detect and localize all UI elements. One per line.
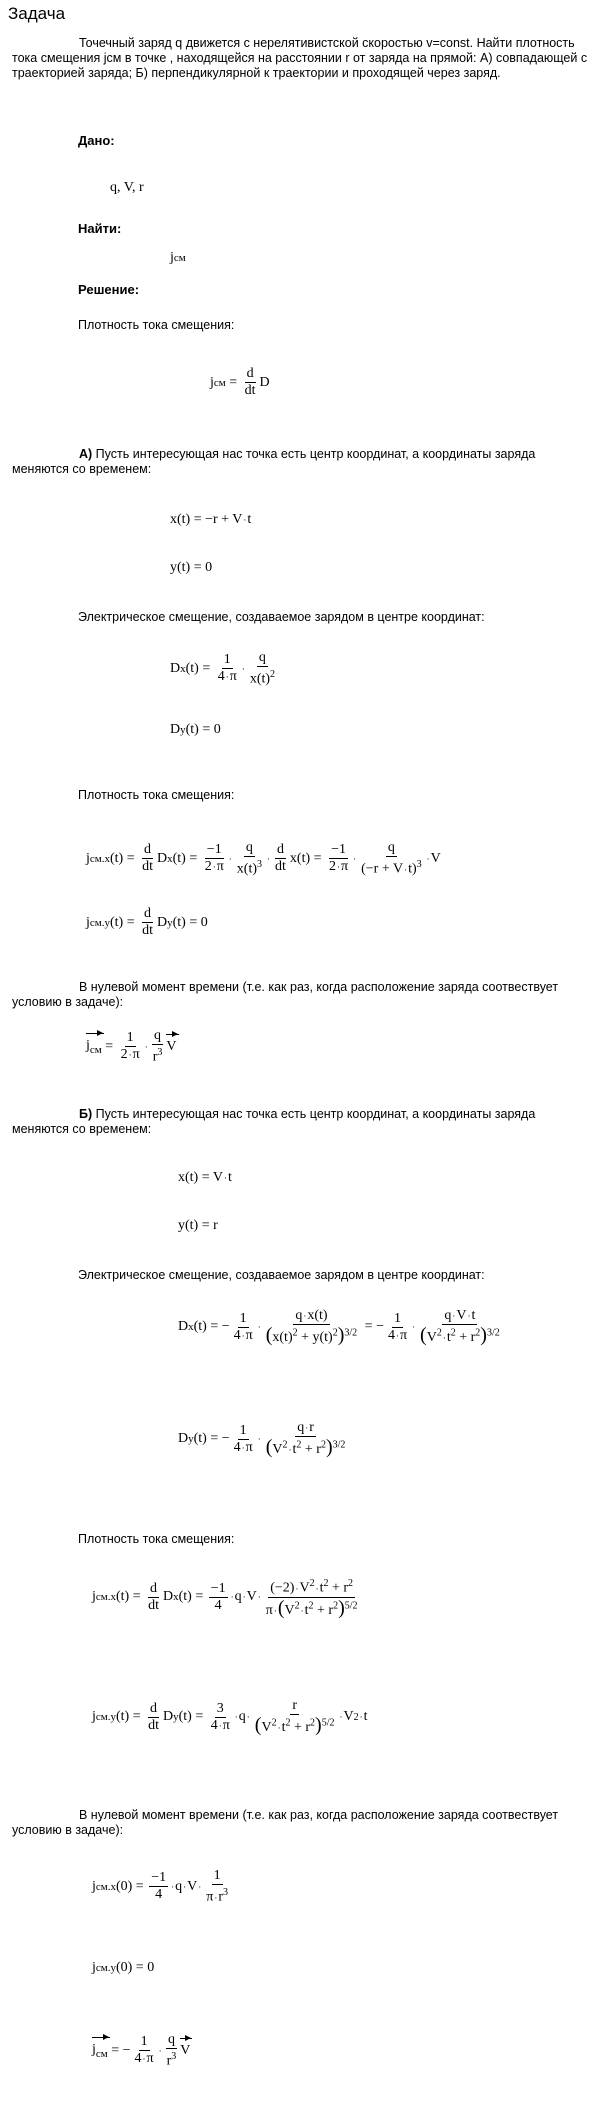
t0-text-b: В нулевой момент времени (т.е. как раз, когда расположение заряда соотвествует условию в задаче): [12,1808,559,1837]
efield-heading-b: Электрическое смещение, создаваемое зарядом в центре координат: [78,1268,485,1282]
density-heading: Плотность тока смещения: [78,318,235,332]
find-symbol: j [170,250,174,265]
part-a-text [12,447,594,477]
part-a-body: Пусть интересующая нас точка есть центр координат, а координаты заряда меняются со временем: [12,447,536,476]
formula-Dy-a: D y (t) = 0 [170,722,221,737]
efield-heading-a: Электрическое смещение, создаваемое зарядом в центре координат: [78,610,485,624]
formula-y-a: y(t) = 0 [170,560,213,575]
formula-jx0-b: j см.x (0) = $\frac{-1}{4}$ · q · V · $\frac{1}{\pi\cdot r^3}$ [92,1868,228,1905]
formula-jx-a: j см.x (t) = $\frac{d}{dt}$ D x (t) = $\frac{-1}{2\cdot\pi}$ · $\frac{q}{x(t)^3}$ · $\frac{d}{dt}$ x(t) = $\frac{-1}{2\cdot\pi}$ · $\frac{q}{(-r + V\cdot t)^3}$ · V [86,840,441,877]
formula-Dx-b: D x (t) = − $\frac{1}{4\cdot\pi}$ · $\frac{q\cdot x(t)}{(x(t)^2 + y(t)^2)^{3/2}}$ = − $\frac{1}{4\cdot\pi}$ · $\frac{q\cdot V\cdot t}{(V^2\cdot t^2 + r^2)^{3/2}}$ [178,1308,500,1346]
density-heading-b: Плотность тока смещения: [78,1532,235,1546]
formula-jvec-a: $j_{см}$ = $\frac{1}{2\cdot\pi}$ · $\frac{q}{r^3}$ V [86,1028,177,1065]
formula-jy0-b: j см.y (0) = 0 [92,1960,155,1975]
formula-x-a: x(t) = −r + V · t [170,512,252,527]
find-value [170,250,186,266]
formula-jy-a: j см.y (t) = $\frac{d}{dt}$ D y (t) = 0 [86,906,208,938]
find-label: Найти: [78,221,122,236]
given-values: q, V, r [110,180,144,195]
solution-label: Решение: [78,282,140,297]
part-b-text [12,1107,594,1137]
formula-jy-b: j см.y (t) = $\frac{d}{dt}$ D y (t) = $\frac{3}{4\cdot\pi}$ · q · $\frac{r}{(V^2\cdot t^2 + r^2)^{5/2}}$ · V 2 · t [92,1698,368,1736]
formula-Dx-a: D x (t) = $\frac{1}{4\cdot\pi}$ · $\frac{q}{x(t)^2}$ [170,650,276,687]
formula-jx-b: j см.x (t) = $\frac{d}{dt}$ D x (t) = $\frac{-1}{4}$ · q · V · $\frac{(-2)\cdot V^2\cdot t^2 + r^2}{\pi\cdot(V^2\cdot t^2 + r^2)^{5/2}}$ [92,1578,358,1619]
page-title: Задача [8,4,66,23]
formula-Dy-b: D y (t) = − $\frac{1}{4\cdot\pi}$ · $\frac{q\cdot r}{(V^2\cdot t^2 + r^2)^{3/2}}$ [178,1420,346,1458]
formula-jvec-b: $j_{см}$ = − $\frac{1}{4\cdot\pi}$ · $\frac{q}{r^3}$ V [92,2032,191,2069]
given-label: Дано: [78,133,115,148]
find-subscript: см [173,252,186,264]
problem-statement: Точечный заряд q движется с нерелятивистской скоростью v=const. Найти плотность тока смещения jсм в точке , находящейся на расстоянии r от заряда на прямой: А) совпадающей с траекторией заряда; Б) перпендикулярной к траектории и проходящей через заряд. [12,36,588,80]
density-heading-a: Плотность тока смещения: [78,788,235,802]
formula-y-b: y(t) = r [178,1218,218,1233]
part-b-body: Пусть интересующая нас точка есть центр координат, а координаты заряда меняются со временем: [12,1107,536,1136]
t0-text-a: В нулевой момент времени (т.е. как раз, когда расположение заряда соотвествует условию в задаче): [12,980,559,1009]
part-b-label: Б) [79,1107,93,1121]
formula-j-dD-dt: j см = $\frac{d}{dt}$ D [210,366,270,398]
part-a-label: А) [79,447,93,461]
formula-x-b: x(t) = V · t [178,1170,232,1185]
